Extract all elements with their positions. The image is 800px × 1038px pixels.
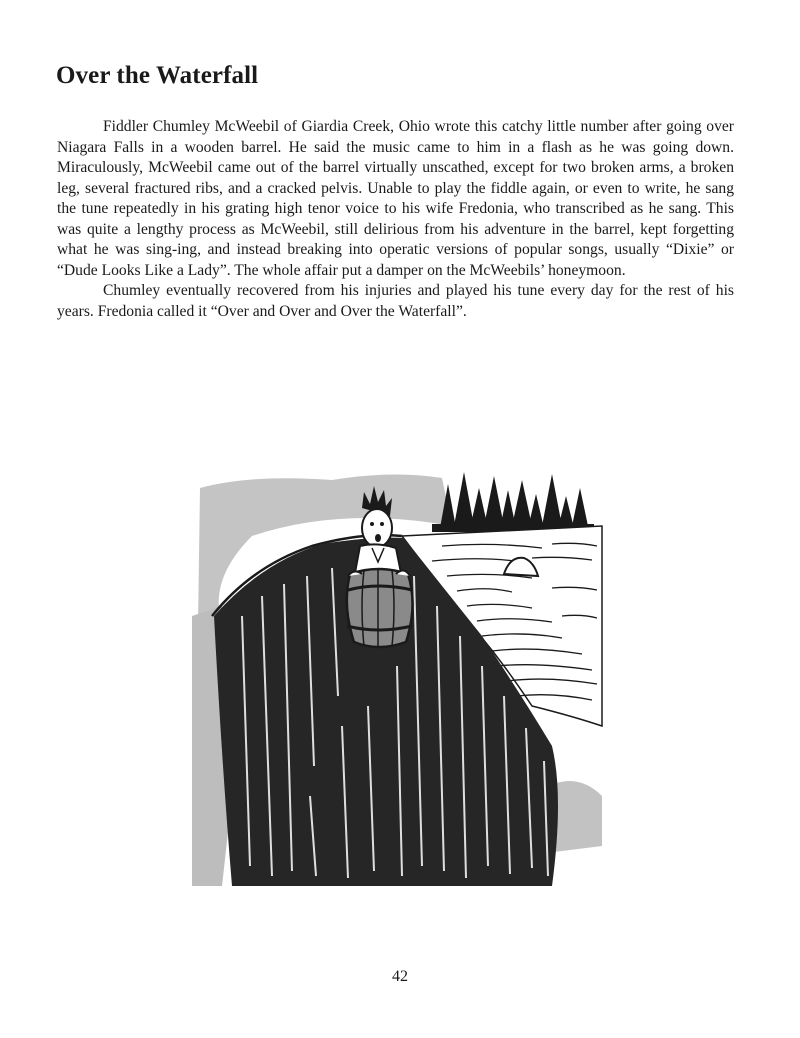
paragraph-1: Fiddler Chumley McWeebil of Giardia Creek, Ohio wrote this catchy little number after going over Niagara Falls in a wooden barrel. He said the music came to him in a flash as he was going down. Miraculously, McWeebil came out of the barrel virtually unscathed, except for two broken arms, a broken leg, several fractured ribs, and a cracked pelvis. Unable to play the fiddle again, or even to write, he sang the tune repeatedly in his grating high tenor voice to his wife Fredonia, who transcribed as he sang. This was quite a lengthy process as McWeebil, still delirious from his adventure in the barrel, kept forgetting what he was sing-ing, and instead breaking into operatic versions of popular songs, usually “Dixie” or “Dude Looks Like a Lady”. The whole affair put a damper on the McWeebils’ honeymoon. — [57, 118, 734, 279]
barrel — [347, 568, 413, 648]
pine-trees — [432, 472, 594, 532]
waterfall-barrel-illustration — [192, 466, 610, 906]
body-text — [57, 117, 734, 322]
page-number: 42 — [392, 968, 408, 985]
page-title: Over the Waterfall — [56, 62, 259, 89]
paragraph-2: Chumley eventually recovered from his injuries and played his tune every day for the rest of his years. Fredonia called it “Over and Over and Over the Waterfall”. — [57, 282, 734, 320]
